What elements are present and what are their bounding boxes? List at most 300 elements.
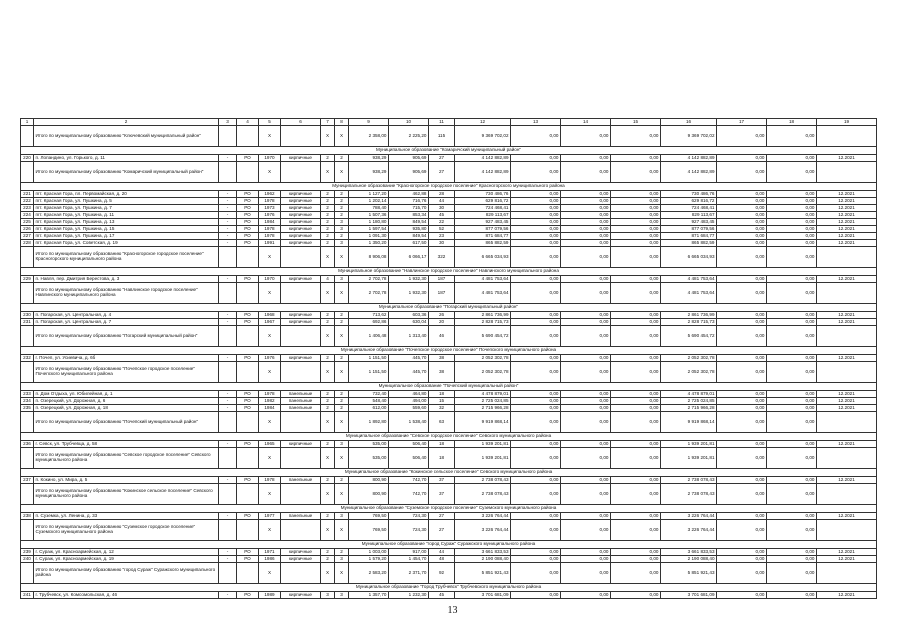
table-cell: 0,00 bbox=[767, 549, 817, 556]
address-cell: п. Лопандино, ул. Горького, д. 11 bbox=[34, 155, 219, 162]
table-cell: 15 bbox=[429, 398, 455, 405]
table-cell: X bbox=[259, 247, 281, 268]
table-cell: 4 142 882,89 bbox=[455, 162, 511, 183]
table-cell: 0,00 bbox=[511, 362, 561, 383]
table-cell: 742,70 bbox=[389, 477, 429, 484]
table-cell: 2 bbox=[335, 233, 349, 240]
table-cell: 2 861 736,99 bbox=[661, 312, 717, 319]
table-cell: 3 bbox=[335, 441, 349, 448]
table-cell: 612,00 bbox=[349, 405, 389, 412]
table-cell: 1 151,50 bbox=[349, 355, 389, 362]
table-cell: X bbox=[321, 126, 335, 147]
table-cell: 0,00 bbox=[561, 398, 611, 405]
table-cell: 2 583,20 bbox=[349, 563, 389, 584]
table-cell: 37 bbox=[429, 484, 455, 505]
table-cell: 1984 bbox=[259, 219, 281, 226]
table-cell: 27 bbox=[429, 155, 455, 162]
column-number: 17 bbox=[717, 119, 767, 126]
table-cell: - bbox=[219, 233, 237, 240]
table-cell: 0,00 bbox=[561, 205, 611, 212]
table-cell: 2 bbox=[321, 198, 335, 205]
table-cell: - bbox=[219, 556, 237, 563]
table-cell bbox=[237, 520, 259, 541]
table-cell: 0,00 bbox=[717, 126, 767, 147]
table-cell: 3 701 681,09 bbox=[661, 592, 717, 599]
table-cell bbox=[281, 448, 321, 469]
column-number: 1 bbox=[21, 119, 34, 126]
table-cell: 0,00 bbox=[767, 556, 817, 563]
table-cell: РО bbox=[237, 405, 259, 412]
table-cell: X bbox=[335, 563, 349, 584]
table-cell: 1989 bbox=[259, 592, 281, 599]
table-cell: 0,00 bbox=[561, 126, 611, 147]
table-cell: 0,00 bbox=[611, 441, 661, 448]
section-title-row bbox=[21, 268, 877, 276]
table-cell: 30 bbox=[429, 205, 455, 212]
table-cell: 27 bbox=[429, 513, 455, 520]
table-cell: X bbox=[259, 283, 281, 304]
table-cell: 849,54 bbox=[389, 233, 429, 240]
table-cell: 0,00 bbox=[561, 276, 611, 283]
subtotal-label: Итого по муниципальному образованию "Ключевский муниципальный район" bbox=[34, 126, 219, 147]
table-cell: 0,00 bbox=[561, 549, 611, 556]
table-cell: 1 939 201,81 bbox=[661, 448, 717, 469]
table-cell: 0,00 bbox=[717, 448, 767, 469]
table-cell: 1 151,50 bbox=[349, 362, 389, 383]
table-cell: 2 bbox=[321, 226, 335, 233]
subtotal-label: Итого по муниципальному образованию "Почепское городское поселение" Почепского муниципального района bbox=[34, 362, 219, 383]
table-cell: 0,00 bbox=[561, 484, 611, 505]
address-cell: п. Дом Отдыха, ул. Юбилейная, д. 1 bbox=[34, 391, 219, 398]
table-cell: 2 bbox=[321, 212, 335, 219]
table-cell: 1 350,20 bbox=[349, 240, 389, 247]
table-cell: 1 579,20 bbox=[349, 556, 389, 563]
section-title-row bbox=[21, 183, 877, 191]
table-cell bbox=[281, 563, 321, 584]
table-cell: 629 816,72 bbox=[661, 198, 717, 205]
table-cell: 2 738 078,43 bbox=[455, 484, 511, 505]
table-cell: 3 226 764,44 bbox=[455, 520, 511, 541]
table-cell: 829 113,67 bbox=[455, 212, 511, 219]
table-cell: 12.2021 bbox=[817, 198, 877, 205]
table-cell: 0,00 bbox=[511, 212, 561, 219]
table-cell: 4 142 882,89 bbox=[455, 155, 511, 162]
column-number: 5 bbox=[259, 119, 281, 126]
house-row bbox=[21, 219, 877, 226]
table-cell: 2 715 966,28 bbox=[661, 405, 717, 412]
table-cell: 0,00 bbox=[717, 405, 767, 412]
table-cell: - bbox=[219, 592, 237, 599]
column-number: 3 bbox=[219, 119, 237, 126]
table-cell: 2 bbox=[321, 233, 335, 240]
table-cell: 877 079,56 bbox=[661, 226, 717, 233]
table-cell: 0,00 bbox=[511, 247, 561, 268]
table-cell: 0,00 bbox=[611, 398, 661, 405]
table-cell: 494,00 bbox=[389, 398, 429, 405]
table-cell: X bbox=[259, 520, 281, 541]
section-title-row bbox=[21, 541, 877, 549]
house-row bbox=[21, 549, 877, 556]
table-cell: 2 828 715,73 bbox=[455, 319, 511, 326]
table-cell: 38 bbox=[429, 355, 455, 362]
table-cell: X bbox=[259, 412, 281, 433]
municipality-title: Муниципальное образование "город Сураж" Суражского муниципального района bbox=[21, 541, 877, 549]
table-cell: 0,00 bbox=[561, 233, 611, 240]
table-cell: - bbox=[219, 198, 237, 205]
municipality-title: Муниципальное образование "Комаричский муниципальный район" bbox=[21, 147, 877, 155]
column-number: 10 bbox=[389, 119, 429, 126]
table-cell: 2 bbox=[335, 355, 349, 362]
table-cell: 18 bbox=[429, 448, 455, 469]
section-title-row bbox=[21, 433, 877, 441]
table-cell bbox=[817, 448, 877, 469]
table-cell: 4 481 753,64 bbox=[661, 276, 717, 283]
table-cell: 871 684,77 bbox=[661, 233, 717, 240]
house-row bbox=[21, 276, 877, 283]
municipality-title: Муниципальное образование "Кокинское сельское поселение" Севского муниципального района bbox=[21, 469, 877, 477]
table-cell: 506,40 bbox=[389, 448, 429, 469]
table-cell: 927 483,45 bbox=[661, 219, 717, 226]
table-cell: X bbox=[321, 484, 335, 505]
subtotal-label: Итого по муниципальному образованию "Кокинское сельское поселение" Севского муниципального района bbox=[34, 484, 219, 505]
address-cell: г. Сураж, ул. Красноармейская, д. 19 bbox=[34, 556, 219, 563]
table-cell: 12.2021 bbox=[817, 219, 877, 226]
table-cell: 0,00 bbox=[717, 391, 767, 398]
table-cell: 724 468,41 bbox=[661, 205, 717, 212]
table-cell: 2 bbox=[321, 391, 335, 398]
table-cell: 0,00 bbox=[611, 484, 661, 505]
table-cell: 0,00 bbox=[611, 520, 661, 541]
table-cell bbox=[219, 484, 237, 505]
subtotal-row bbox=[21, 283, 877, 304]
table-cell: 1 939 201,81 bbox=[455, 441, 511, 448]
table-cell: 12.2021 bbox=[817, 319, 877, 326]
table-cell: 535,00 bbox=[349, 448, 389, 469]
table-cell bbox=[281, 520, 321, 541]
table-cell: 0,00 bbox=[611, 319, 661, 326]
table-cell: 0,00 bbox=[511, 198, 561, 205]
table-cell bbox=[219, 362, 237, 383]
section-title-row bbox=[21, 147, 877, 155]
table-cell: 917,00 bbox=[389, 549, 429, 556]
table-cell: 237 bbox=[21, 477, 34, 484]
table-cell: кирпичные bbox=[281, 219, 321, 226]
table-cell: 0,00 bbox=[717, 312, 767, 319]
table-cell: 2 bbox=[335, 477, 349, 484]
table-cell: панельные bbox=[281, 477, 321, 484]
table-cell bbox=[281, 362, 321, 383]
table-cell: 18 bbox=[429, 391, 455, 398]
table-cell: 12.2021 bbox=[817, 233, 877, 240]
table-cell: - bbox=[219, 477, 237, 484]
table-cell: 9 369 702,02 bbox=[661, 126, 717, 147]
table-cell: 0,00 bbox=[561, 441, 611, 448]
table-cell: X bbox=[335, 247, 349, 268]
table-cell: РО bbox=[237, 205, 259, 212]
table-cell: РО bbox=[237, 198, 259, 205]
table-cell: 905,69 bbox=[389, 162, 429, 183]
table-cell: X bbox=[335, 362, 349, 383]
table-cell: кирпичные bbox=[281, 155, 321, 162]
table-cell: 0,00 bbox=[717, 513, 767, 520]
table-cell: 12.2021 bbox=[817, 391, 877, 398]
column-number: 19 bbox=[817, 119, 877, 126]
table-cell: РО bbox=[237, 240, 259, 247]
table-cell: 935,80 bbox=[389, 226, 429, 233]
table-cell: X bbox=[259, 362, 281, 383]
address-cell: п. Озерецкий, ул. Дорожная, д. 18 bbox=[34, 405, 219, 412]
table-cell bbox=[219, 162, 237, 183]
table-cell: 0,00 bbox=[611, 276, 661, 283]
table-cell: 0,00 bbox=[611, 326, 661, 347]
table-cell: 0,00 bbox=[561, 155, 611, 162]
table-cell: 2 738 078,43 bbox=[661, 477, 717, 484]
table-cell: 0,00 bbox=[717, 592, 767, 599]
table-cell: 0,00 bbox=[767, 155, 817, 162]
table-cell bbox=[219, 126, 237, 147]
table-cell: 92 bbox=[429, 563, 455, 584]
table-cell: кирпичные bbox=[281, 592, 321, 599]
table-cell: 1991 bbox=[259, 240, 281, 247]
table-cell: 0,00 bbox=[611, 247, 661, 268]
table-cell bbox=[281, 126, 321, 147]
table-cell: РО bbox=[237, 477, 259, 484]
table-cell: 0,00 bbox=[511, 592, 561, 599]
table-cell: 0,00 bbox=[717, 198, 767, 205]
table-cell: X bbox=[335, 126, 349, 147]
table-cell: 3 bbox=[335, 592, 349, 599]
table-cell: 26 bbox=[429, 312, 455, 319]
table-cell: X bbox=[259, 162, 281, 183]
table-cell: 0,00 bbox=[767, 592, 817, 599]
table-cell bbox=[219, 412, 237, 433]
table-cell: 2 828 715,73 bbox=[661, 319, 717, 326]
table-cell: 9 919 868,14 bbox=[455, 412, 511, 433]
table-cell bbox=[817, 412, 877, 433]
table-cell: 0,00 bbox=[611, 226, 661, 233]
address-cell: п. Погарская, ул. Центральная, д. 7 bbox=[34, 319, 219, 326]
house-row bbox=[21, 355, 877, 362]
table-cell: 12.2021 bbox=[817, 592, 877, 599]
table-cell: 0,00 bbox=[561, 520, 611, 541]
table-cell: 0,00 bbox=[561, 283, 611, 304]
table-cell: 27 bbox=[429, 162, 455, 183]
table-cell: 3 bbox=[335, 226, 349, 233]
table-cell: 800,90 bbox=[349, 477, 389, 484]
table-cell: РО bbox=[237, 355, 259, 362]
table-cell: 0,00 bbox=[511, 484, 561, 505]
table-cell: 0,00 bbox=[767, 563, 817, 584]
table-cell: 235 bbox=[21, 405, 34, 412]
table-cell: 0,00 bbox=[717, 226, 767, 233]
table-cell: 0,00 bbox=[511, 405, 561, 412]
table-cell bbox=[21, 563, 34, 584]
table-cell: 12.2021 bbox=[817, 513, 877, 520]
table-cell: 0,00 bbox=[717, 162, 767, 183]
table-cell: панельные bbox=[281, 405, 321, 412]
subtotal-label: Итого по муниципальному образованию "Севское городское поселение" Севского муниципального района bbox=[34, 448, 219, 469]
table-cell: 0,00 bbox=[717, 441, 767, 448]
table-cell: 0,00 bbox=[611, 448, 661, 469]
table-cell: 12.2021 bbox=[817, 405, 877, 412]
table-cell: кирпичные bbox=[281, 556, 321, 563]
table-cell: 9 369 702,02 bbox=[455, 126, 511, 147]
table-cell: кирпичные bbox=[281, 205, 321, 212]
section-title-row bbox=[21, 584, 877, 592]
table-cell: 0,00 bbox=[511, 191, 561, 198]
table-cell: 0,00 bbox=[561, 162, 611, 183]
house-row bbox=[21, 240, 877, 247]
table-cell: 0,00 bbox=[767, 226, 817, 233]
table-cell: 236 bbox=[21, 441, 34, 448]
table-cell: 3 bbox=[335, 240, 349, 247]
table-cell: 1984 bbox=[259, 405, 281, 412]
municipality-title: Муниципальное образование "Севское городское поселение" Севского муниципального района bbox=[21, 433, 877, 441]
table-cell: 6 665 034,93 bbox=[455, 247, 511, 268]
table-cell: - bbox=[219, 391, 237, 398]
table-cell: 2 225,20 bbox=[389, 126, 429, 147]
table-cell: 0,00 bbox=[611, 549, 661, 556]
table-cell: - bbox=[219, 205, 237, 212]
table-cell: 2 bbox=[321, 191, 335, 198]
table-cell: 715,70 bbox=[389, 205, 429, 212]
house-row bbox=[21, 312, 877, 319]
table-cell: 0,00 bbox=[611, 126, 661, 147]
table-cell: 0,00 bbox=[561, 319, 611, 326]
table-cell: кирпичные bbox=[281, 233, 321, 240]
table-cell: 0,00 bbox=[717, 319, 767, 326]
table-cell: 0,00 bbox=[611, 563, 661, 584]
house-row bbox=[21, 205, 877, 212]
address-cell: п. Навля, пер. Дмитрия Берестова, д. 3 bbox=[34, 276, 219, 283]
table-cell: 233 bbox=[21, 391, 34, 398]
address-cell: п. Озерецкий, ул. Дорожная, д. 6 bbox=[34, 398, 219, 405]
table-cell: 0,00 bbox=[511, 355, 561, 362]
table-cell: 0,00 bbox=[767, 312, 817, 319]
table-cell: 1 202,14 bbox=[349, 198, 389, 205]
subtotal-row bbox=[21, 362, 877, 383]
table-cell: 5 851 921,43 bbox=[661, 563, 717, 584]
table-cell: 0,00 bbox=[767, 212, 817, 219]
table-cell: 12.2021 bbox=[817, 398, 877, 405]
municipality-title: Муниципальное образование "Навлинское городское поселение" Навлинского муниципального района bbox=[21, 268, 877, 276]
table-cell: 4 142 882,89 bbox=[661, 155, 717, 162]
table-cell: 12.2021 bbox=[817, 205, 877, 212]
table-cell: 0,00 bbox=[767, 448, 817, 469]
table-cell: 2 bbox=[321, 513, 335, 520]
address-cell: п. Погарская, ул. Центральная, д. 4 bbox=[34, 312, 219, 319]
table-cell bbox=[237, 162, 259, 183]
table-cell bbox=[237, 448, 259, 469]
table-cell: 0,00 bbox=[767, 198, 817, 205]
table-cell: 829 113,67 bbox=[661, 212, 717, 219]
table-cell: 0,00 bbox=[511, 520, 561, 541]
table-cell: 2 715 966,28 bbox=[455, 405, 511, 412]
table-cell: РО bbox=[237, 312, 259, 319]
table-cell: 2 bbox=[335, 312, 349, 319]
table-cell: 239 bbox=[21, 549, 34, 556]
house-row bbox=[21, 556, 877, 563]
subtotal-row bbox=[21, 162, 877, 183]
table-cell: 222 bbox=[21, 198, 34, 205]
table-cell bbox=[817, 563, 877, 584]
table-cell: 2 bbox=[335, 198, 349, 205]
table-cell: 2 bbox=[321, 477, 335, 484]
table-cell: 0,00 bbox=[717, 398, 767, 405]
table-cell: 4 481 753,64 bbox=[455, 276, 511, 283]
table-cell: 0,00 bbox=[611, 405, 661, 412]
table-cell: 0,00 bbox=[767, 355, 817, 362]
table-cell bbox=[817, 362, 877, 383]
table-cell: 2 bbox=[321, 549, 335, 556]
house-row bbox=[21, 233, 877, 240]
house-row bbox=[21, 513, 877, 520]
subtotal-row bbox=[21, 126, 877, 147]
table-cell: 0,00 bbox=[767, 412, 817, 433]
table-cell: 8 906,08 bbox=[349, 247, 389, 268]
table-cell: X bbox=[321, 448, 335, 469]
table-cell: 1 313,40 bbox=[389, 326, 429, 347]
table-cell: 0,00 bbox=[511, 549, 561, 556]
table-cell: - bbox=[219, 240, 237, 247]
table-cell: 226 bbox=[21, 226, 34, 233]
table-cell: 18 bbox=[429, 441, 455, 448]
table-cell: 0,00 bbox=[767, 162, 817, 183]
table-cell: 3 bbox=[335, 556, 349, 563]
table-cell: 1978 bbox=[259, 477, 281, 484]
table-cell: 0,00 bbox=[611, 412, 661, 433]
table-cell: 0,00 bbox=[717, 355, 767, 362]
table-cell: 1962 bbox=[259, 191, 281, 198]
table-cell: 234 bbox=[21, 398, 34, 405]
table-cell: 4 bbox=[321, 276, 335, 283]
table-cell: X bbox=[335, 326, 349, 347]
table-cell: 0,00 bbox=[767, 319, 817, 326]
section-title-row bbox=[21, 469, 877, 477]
table-cell: 0,00 bbox=[717, 247, 767, 268]
table-cell: 2 bbox=[321, 205, 335, 212]
table-cell: X bbox=[321, 362, 335, 383]
table-cell: 3 226 764,44 bbox=[661, 520, 717, 541]
table-cell: 3 bbox=[335, 276, 349, 283]
address-cell: пгт. Красная Гора, ул. Пушкина, д. 5 bbox=[34, 198, 219, 205]
table-cell: 0,00 bbox=[511, 240, 561, 247]
table-cell: X bbox=[259, 448, 281, 469]
table-cell: 0,00 bbox=[767, 391, 817, 398]
table-cell: X bbox=[321, 412, 335, 433]
table-cell: 1986 bbox=[259, 556, 281, 563]
table-cell: 0,00 bbox=[511, 283, 561, 304]
table-cell: 877 079,56 bbox=[455, 226, 511, 233]
table-cell: 0,00 bbox=[511, 391, 561, 398]
table-cell: 4 142 882,89 bbox=[661, 162, 717, 183]
table-cell: 4 481 753,64 bbox=[661, 283, 717, 304]
table-cell: 0,00 bbox=[767, 240, 817, 247]
table-cell: 0,00 bbox=[717, 549, 767, 556]
table-cell bbox=[237, 484, 259, 505]
table-cell: 0,00 bbox=[717, 563, 767, 584]
table-cell: РО bbox=[237, 226, 259, 233]
table-cell: 3 bbox=[335, 219, 349, 226]
table-cell: 230 bbox=[21, 312, 34, 319]
table-cell bbox=[237, 247, 259, 268]
table-cell: 0,00 bbox=[611, 513, 661, 520]
table-cell: 0,00 bbox=[561, 592, 611, 599]
house-row bbox=[21, 226, 877, 233]
section-title-row bbox=[21, 304, 877, 312]
table-cell: 2 bbox=[321, 319, 335, 326]
table-cell: 5 851 921,43 bbox=[455, 563, 511, 584]
